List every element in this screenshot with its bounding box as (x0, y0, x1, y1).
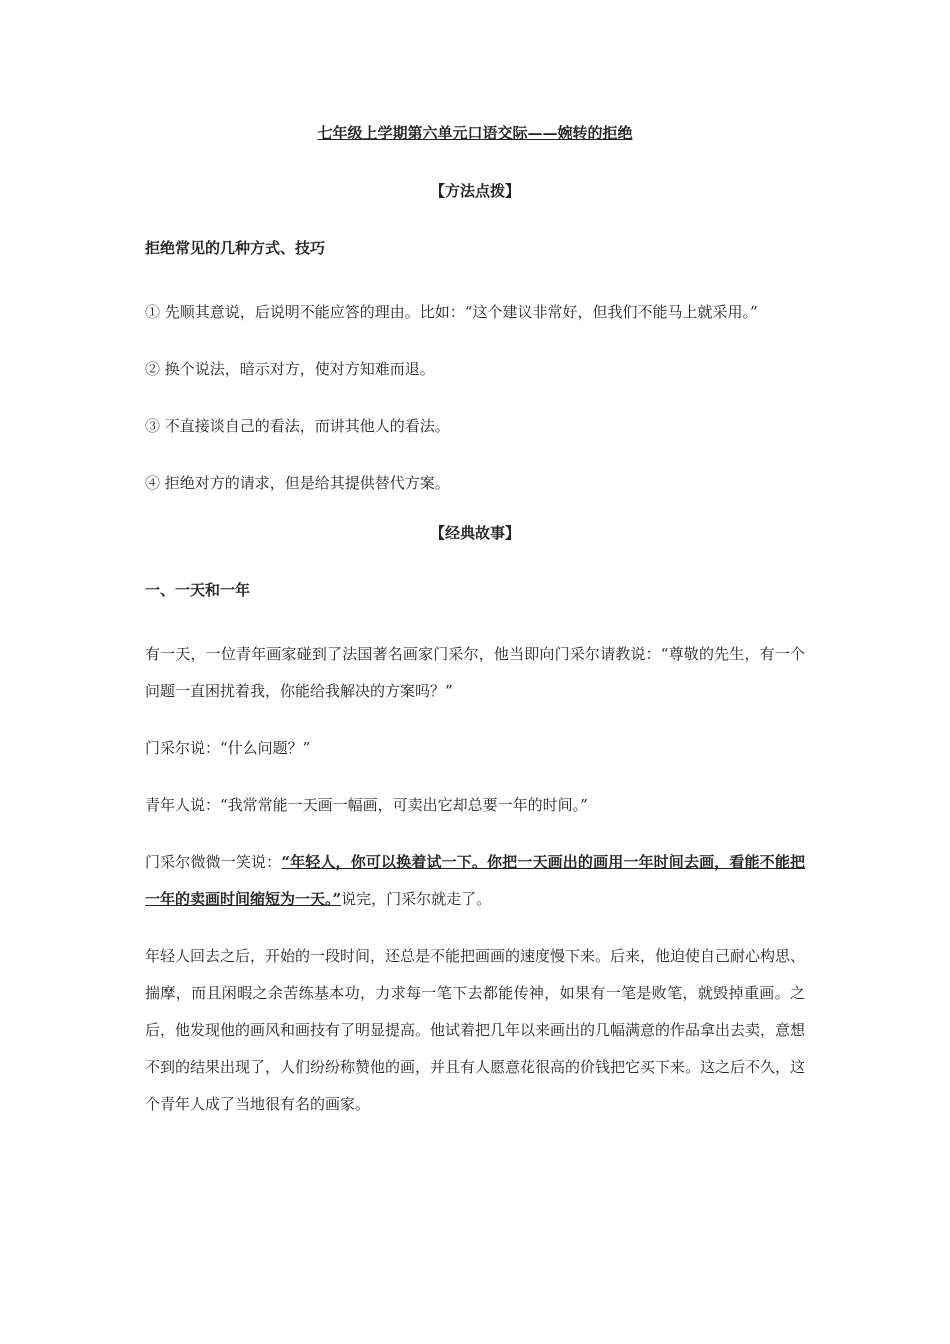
section-heading-methods: 【方法点拨】 (429, 182, 520, 200)
document-title: 七年级上学期第六单元口语交际——婉转的拒绝 (317, 124, 633, 142)
story-paragraph-2: 门采尔说：“什么问题？” (145, 739, 311, 757)
story-paragraph-4-prefix: 门采尔微微一笑说： (145, 853, 282, 871)
story-paragraph-4 (145, 844, 805, 918)
section-heading-stories: 【经典故事】 (429, 524, 520, 542)
method-item-4: ④ 拒绝对方的请求，但是给其提供替代方案。 (145, 474, 450, 492)
story-paragraph-5: 年轻人回去之后，开始的一段时间，还总是不能把画画的速度慢下来。后来，他迫使自己耐心构思、揣摩，而且闲暇之余苦练基本功，力求每一笔下去都能传神，如果有一笔是败笔，就毁掉重画。之后，他发现他的画风和画技有了明显提高。他试着把几年以来画出的几幅满意的作品拿出去卖，意想不到的结果出现了，人们纷纷称赞他的画，并且有人愿意花很高的价钱把它买下来。这之后不久，这个青年人成了当地很有名的画家。 (145, 947, 806, 1113)
subheading-refusal-techniques: 拒绝常见的几种方式、技巧 (145, 239, 326, 257)
method-item-2: ② 换个说法，暗示对方，使对方知难而退。 (145, 360, 435, 378)
story-title: 一、一天和一年 (145, 581, 251, 599)
method-item-3: ③ 不直接谈自己的看法，而讲其他人的看法。 (145, 417, 450, 435)
method-item-1: ① 先顺其意说，后说明不能应答的理由。比如：“这个建议非常好，但我们不能马上就采用。” (145, 303, 758, 321)
story-paragraph-4-suffix: 说完，门采尔就走了。 (341, 890, 492, 908)
document-body (145, 122, 805, 1143)
story-paragraph-3: 青年人说：“我常常能一天画一幅画，可卖出它却总要一年的时间。” (145, 796, 588, 814)
story-paragraph-4-emphasis: “年轻人，你可以换着试一下。你把一天画出的画用一年时间去画，看能不能把一年的卖画时间缩短为一天。” (145, 853, 805, 908)
story-paragraph-1: 有一天，一位青年画家碰到了法国著名画家门采尔，他当即向门采尔请教说：“尊敬的先生，有一个问题一直困扰着我，你能给我解决的方案吗？” (145, 645, 805, 700)
